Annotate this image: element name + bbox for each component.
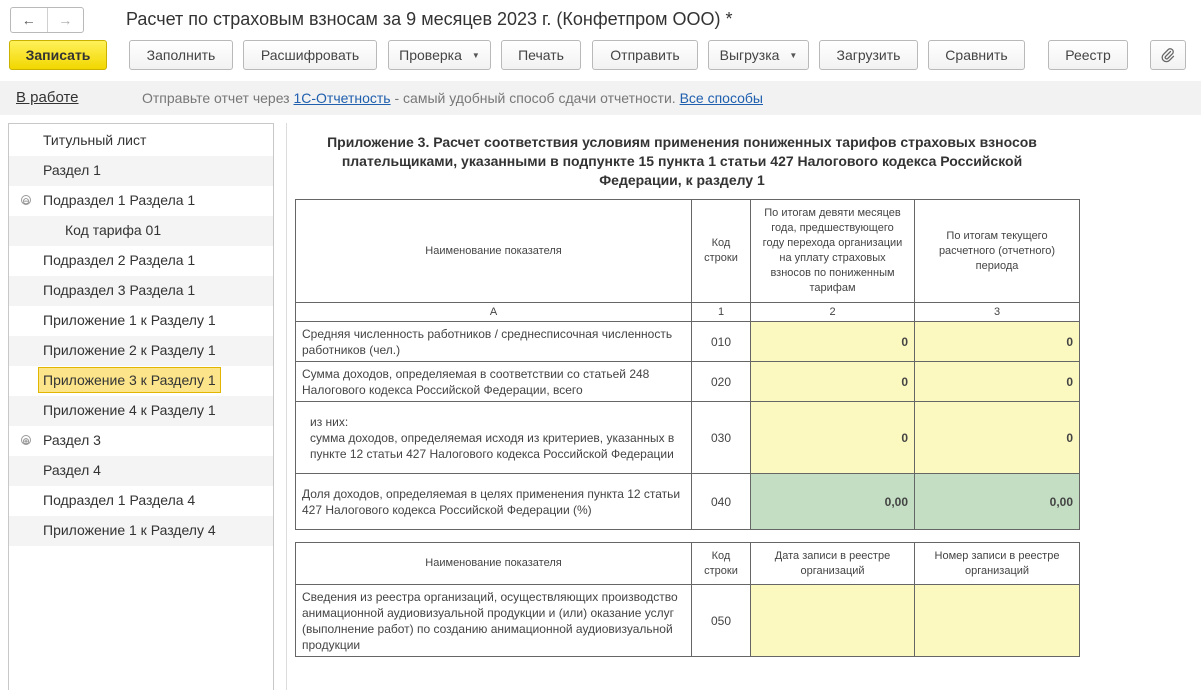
collapse-icon[interactable]: ⊖ — [22, 196, 30, 206]
registry-date-field[interactable] — [751, 585, 915, 657]
table-header-row — [296, 543, 1080, 585]
history-nav — [10, 7, 84, 33]
window-titlebar — [0, 0, 1201, 38]
decode-button[interactable]: Расшифровать — [243, 40, 377, 70]
tree-item-subsection-1-1[interactable]: ⊖ Подраздел 1 Раздела 1 — [22, 192, 196, 208]
column-number: А — [296, 303, 692, 322]
column-header-code: Код строки — [692, 200, 751, 303]
tree-item-appendix-1-1[interactable]: Приложение 1 к Разделу 1 — [43, 312, 216, 328]
tree-item-section-4[interactable]: Раздел 4 — [9, 456, 273, 486]
check-dropdown-button[interactable]: Проверка ▼ — [388, 40, 491, 70]
value-cell-010-col3[interactable]: 0 — [915, 322, 1080, 362]
all-methods-link[interactable]: Все способы — [679, 90, 763, 106]
print-button[interactable]: Печать — [501, 40, 581, 70]
table-row-040 — [296, 474, 1080, 530]
forward-button[interactable] — [47, 8, 84, 32]
tree-item-appendix-4-1[interactable]: Приложение 4 к Разделу 1 — [9, 396, 273, 426]
tree-item-section-1[interactable]: Раздел 1 — [9, 156, 273, 186]
value-cell-010-col2[interactable]: 0 — [751, 322, 915, 362]
tree-item-subsection-2-1[interactable]: Подраздел 2 Раздела 1 — [43, 252, 196, 268]
value-cell-020-col2[interactable]: 0 — [751, 362, 915, 402]
value-cell-030-col2[interactable]: 0 — [751, 402, 915, 474]
column-header-registry-date: Дата записи в реестре организаций — [751, 543, 915, 585]
expand-icon[interactable]: ⊕ — [22, 436, 30, 446]
computed-cell-040-col3: 0,00 — [915, 474, 1080, 530]
row-name: Средняя численность работников / среднесписочная численность работников (чел.) — [296, 322, 692, 362]
tree-item-appendix-1-4[interactable]: Приложение 1 к Разделу 4 — [9, 516, 273, 546]
row-name: Сведения из реестра организаций, осуществляющих производство анимационной аудиовизуальной продукции и (или) оказание услуг (выполнение работ) по созданию анимационной аудиовизуальной продукции — [296, 585, 692, 657]
window-title: Расчет по страховым взносам за 9 месяцев 2023 г. (Конфетпром ООО) * — [126, 9, 733, 29]
tree-item-title-page[interactable]: Титульный лист — [43, 132, 147, 148]
form-title: Приложение 3. Расчет соответствия условиям применения пониженных тарифов страховых взносов плательщиками, указанными в подпункте 15 пункта 1 статьи 427 Налогового кодекса Российской Федерации, к разделу 1 — [327, 134, 1037, 188]
attach-button[interactable] — [1150, 40, 1186, 70]
dropdown-caret-icon: ▼ — [471, 50, 480, 60]
column-number: 2 — [751, 303, 915, 322]
registry-button[interactable]: Реестр — [1048, 40, 1128, 70]
column-header-current-period: По итогам текущего расчетного (отчетного) периода — [915, 200, 1080, 303]
column-number: 3 — [915, 303, 1080, 322]
export-dropdown-button[interactable]: Выгрузка ▼ — [708, 40, 809, 70]
row-code: 040 — [692, 474, 751, 530]
toolbar — [0, 40, 1201, 72]
row-name: Сумма доходов, определяемая в соответствии со статьей 248 Налогового кодекса Российской Федерации, всего — [296, 362, 692, 402]
arrow-right-icon: → — [58, 12, 73, 28]
table-row-020 — [296, 362, 1080, 402]
send-button[interactable]: Отправить — [592, 40, 698, 70]
tree-item-tariff-code-01[interactable]: Код тарифа 01 — [9, 216, 273, 246]
column-header-name: Наименование показателя — [296, 200, 692, 303]
info-bar — [0, 81, 1201, 115]
table-row-030 — [296, 402, 1080, 474]
row-code: 010 — [692, 322, 751, 362]
row-name: Доля доходов, определяемая в целях применения пункта 12 статьи 427 Налогового кодекса Российской Федерации (%) — [296, 474, 692, 530]
tree-item-subsection-1-4[interactable]: Подраздел 1 Раздела 4 — [43, 492, 196, 508]
paperclip-icon — [1160, 47, 1176, 63]
save-button[interactable]: Записать — [9, 40, 107, 70]
tree-item-subsection-3-1[interactable]: Подраздел 3 Раздела 1 — [9, 276, 273, 306]
column-number: 1 — [692, 303, 751, 322]
fill-button[interactable]: Заполнить — [129, 40, 233, 70]
tree-item-appendix-2-1[interactable]: Приложение 2 к Разделу 1 — [9, 336, 273, 366]
row-code: 030 — [692, 402, 751, 474]
status-link[interactable]: В работе — [16, 89, 79, 106]
column-header-name: Наименование показателя — [296, 543, 692, 585]
form-area — [286, 123, 1201, 690]
arrow-left-icon: ← — [21, 12, 36, 28]
row-code: 050 — [692, 585, 751, 657]
load-button[interactable]: Загрузить — [819, 40, 918, 70]
column-header-code: Код строки — [692, 543, 751, 585]
tree-item-section-3[interactable]: ⊕ Раздел 3 — [22, 432, 101, 448]
compare-button[interactable]: Сравнить — [928, 40, 1025, 70]
row-code: 020 — [692, 362, 751, 402]
1c-reporting-link[interactable]: 1С-Отчетность — [293, 90, 391, 106]
value-cell-020-col3[interactable]: 0 — [915, 362, 1080, 402]
value-cell-030-col3[interactable]: 0 — [915, 402, 1080, 474]
table-row-050 — [296, 585, 1080, 657]
dropdown-caret-icon: ▼ — [789, 50, 798, 60]
row-name: из них: сумма доходов, определяемая исходя из критериев, указанных в пункте 12 статьи 427 Налогового кодекса Российской Федерации — [296, 402, 692, 474]
calculation-table — [295, 199, 1080, 530]
table-header-row — [296, 200, 1080, 303]
sections-tree — [8, 123, 274, 690]
column-header-previous-9-months: По итогам девяти месяцев года, предшествующего году перехода организации на уплату страховых взносов по пониженным тарифам — [751, 200, 915, 303]
tree-item-appendix-3-1[interactable]: Приложение 3 к Разделу 1 — [9, 366, 273, 396]
back-button[interactable] — [11, 8, 47, 32]
computed-cell-040-col2: 0,00 — [751, 474, 915, 530]
registry-table — [295, 542, 1080, 657]
column-numbers-row — [296, 303, 1080, 322]
column-header-registry-number: Номер записи в реестре организаций — [915, 543, 1080, 585]
table-row-010 — [296, 322, 1080, 362]
registry-number-field[interactable] — [915, 585, 1080, 657]
info-message: Отправьте отчет через 1С-Отчетность - самый удобный способ сдачи отчетности. Все способы — [142, 90, 763, 106]
